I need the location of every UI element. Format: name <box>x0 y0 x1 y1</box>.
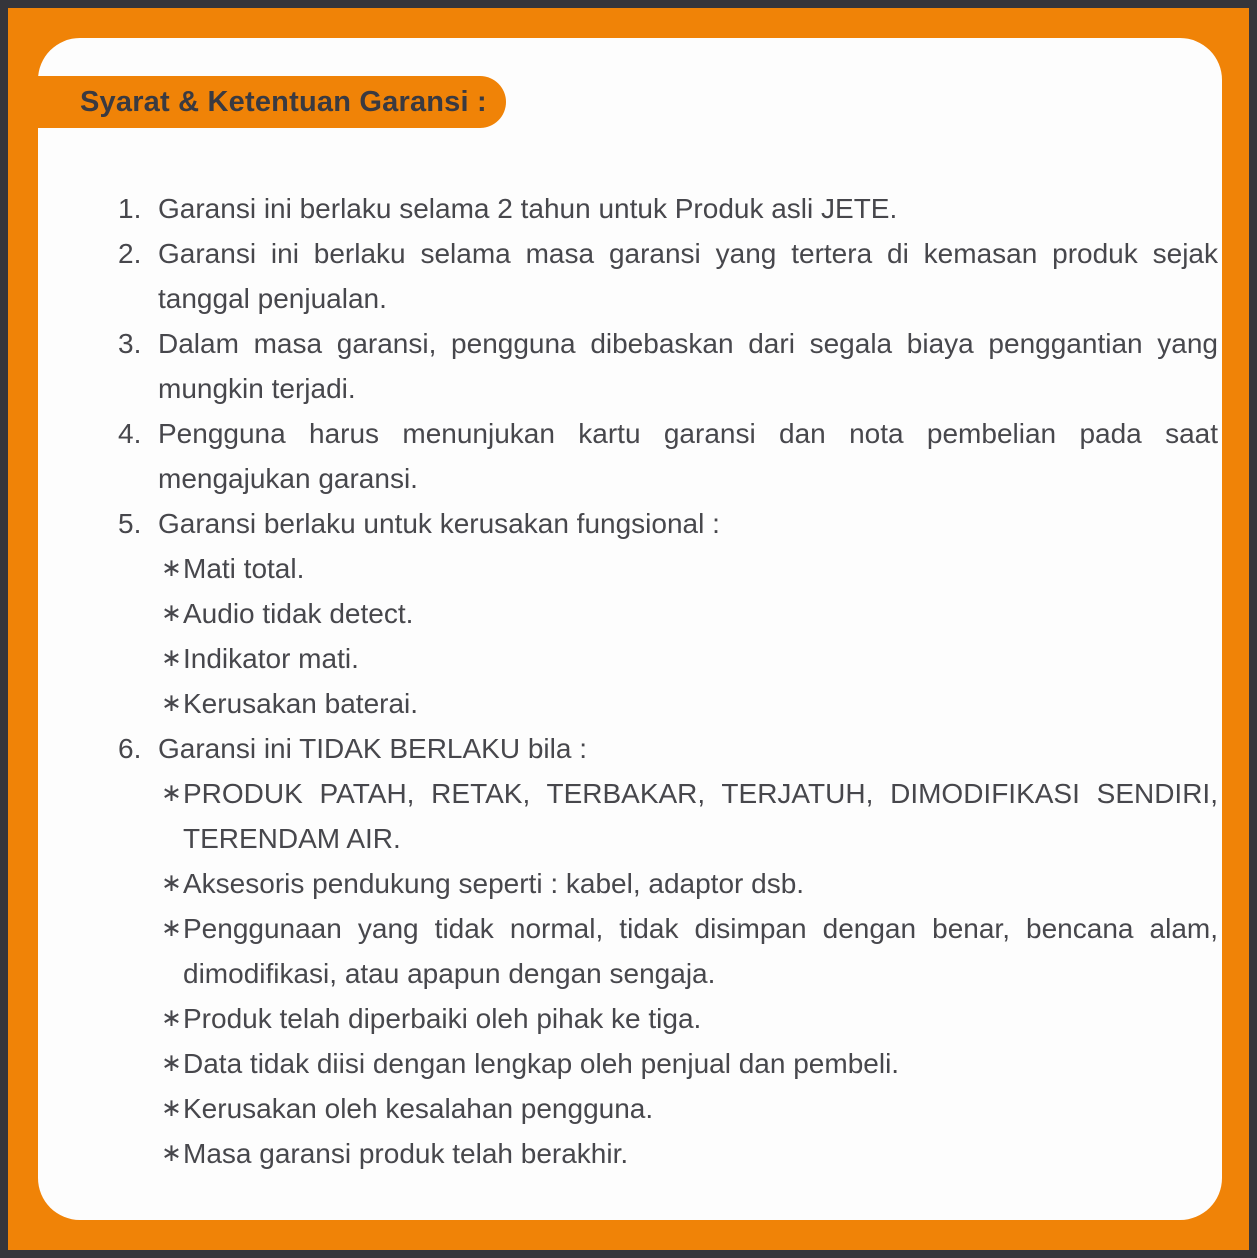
term-number: 6. <box>118 733 142 764</box>
sub-bullet-item <box>161 771 1218 861</box>
term-item <box>118 186 1218 231</box>
term-item <box>118 726 1218 1176</box>
asterisk-bullet-icon: ∗ <box>161 644 182 672</box>
term-body <box>158 231 1218 321</box>
warranty-card <box>38 38 1222 1220</box>
asterisk-bullet-icon: ∗ <box>161 869 182 897</box>
term-item <box>118 231 1218 321</box>
asterisk-bullet-icon: ∗ <box>161 914 182 942</box>
asterisk-bullet-icon: ∗ <box>161 1004 182 1032</box>
sub-bullet-text: Kerusakan baterai. <box>183 688 419 719</box>
term-body <box>158 186 1218 231</box>
sub-bullet-item <box>161 1131 1218 1176</box>
page-title: Syarat & Ketentuan Garansi : <box>80 85 487 118</box>
sub-bullet-item <box>161 996 1218 1041</box>
sub-bullet-item <box>161 861 1218 906</box>
sub-bullet-text: Audio tidak detect. <box>183 598 414 629</box>
term-number: 1. <box>118 193 142 224</box>
term-number: 4. <box>118 418 142 449</box>
term-text: Garansi ini TIDAK BERLAKU bila : <box>158 733 587 764</box>
asterisk-bullet-icon: ∗ <box>161 779 182 807</box>
sub-bullet-text: Produk telah diperbaiki oleh pihak ke tiga. <box>183 1003 702 1034</box>
sub-bullet-item <box>161 906 1218 996</box>
sub-bullet-text: Kerusakan oleh kesalahan pengguna. <box>183 1093 654 1124</box>
asterisk-bullet-icon: ∗ <box>161 1094 182 1122</box>
sub-bullet-text: Data tidak diisi dengan lengkap oleh penjual dan pembeli. <box>183 1048 900 1079</box>
term-item <box>118 501 1218 726</box>
sub-bullet-item <box>161 1041 1218 1086</box>
term-body <box>158 726 1218 1176</box>
term-item <box>118 321 1218 411</box>
sub-bullet-text: Mati total. <box>183 553 305 584</box>
sub-bullet-text: Aksesoris pendukung seperti : kabel, adaptor dsb. <box>183 868 805 899</box>
sub-bullet-list <box>158 771 1218 1176</box>
asterisk-bullet-icon: ∗ <box>161 599 182 627</box>
sub-bullet-list <box>158 546 1218 726</box>
sub-bullet-item <box>161 591 1218 636</box>
asterisk-bullet-icon: ∗ <box>161 554 182 582</box>
term-body <box>158 411 1218 501</box>
sub-bullet-text: Penggunaan yang tidak normal, tidak disimpan dengan benar, bencana alam, dimodifikasi, atau apapun dengan sengaja. <box>183 913 1218 989</box>
sub-bullet-text: Indikator mati. <box>183 643 359 674</box>
term-number: 5. <box>118 508 142 539</box>
sub-bullet-item <box>161 1086 1218 1131</box>
term-text: Pengguna harus menunjukan kartu garansi dan nota pembelian pada saat mengajukan garansi. <box>158 418 1218 494</box>
sub-bullet-text: Masa garansi produk telah berakhir. <box>183 1138 629 1169</box>
term-text: Garansi berlaku untuk kerusakan fungsional : <box>158 508 720 539</box>
term-body <box>158 321 1218 411</box>
sub-bullet-item <box>161 546 1218 591</box>
term-number: 3. <box>118 328 142 359</box>
asterisk-bullet-icon: ∗ <box>161 1139 182 1167</box>
sub-bullet-item <box>161 681 1218 726</box>
terms-list <box>118 186 1218 1176</box>
term-text: Dalam masa garansi, pengguna dibebaskan dari segala biaya penggantian yang mungkin terjadi. <box>158 328 1218 404</box>
term-text: Garansi ini berlaku selama 2 tahun untuk Produk asli JETE. <box>158 193 898 224</box>
term-number: 2. <box>118 238 142 269</box>
section-title-badge <box>8 76 506 128</box>
term-text: Garansi ini berlaku selama masa garansi yang tertera di kemasan produk sejak tanggal penjualan. <box>158 238 1218 314</box>
asterisk-bullet-icon: ∗ <box>161 689 182 717</box>
sub-bullet-text: PRODUK PATAH, RETAK, TERBAKAR, TERJATUH, DIMODIFIKASI SENDIRI, TERENDAM AIR. <box>183 778 1218 854</box>
sub-bullet-item <box>161 636 1218 681</box>
term-item <box>118 411 1218 501</box>
asterisk-bullet-icon: ∗ <box>161 1049 182 1077</box>
term-body <box>158 501 1218 726</box>
